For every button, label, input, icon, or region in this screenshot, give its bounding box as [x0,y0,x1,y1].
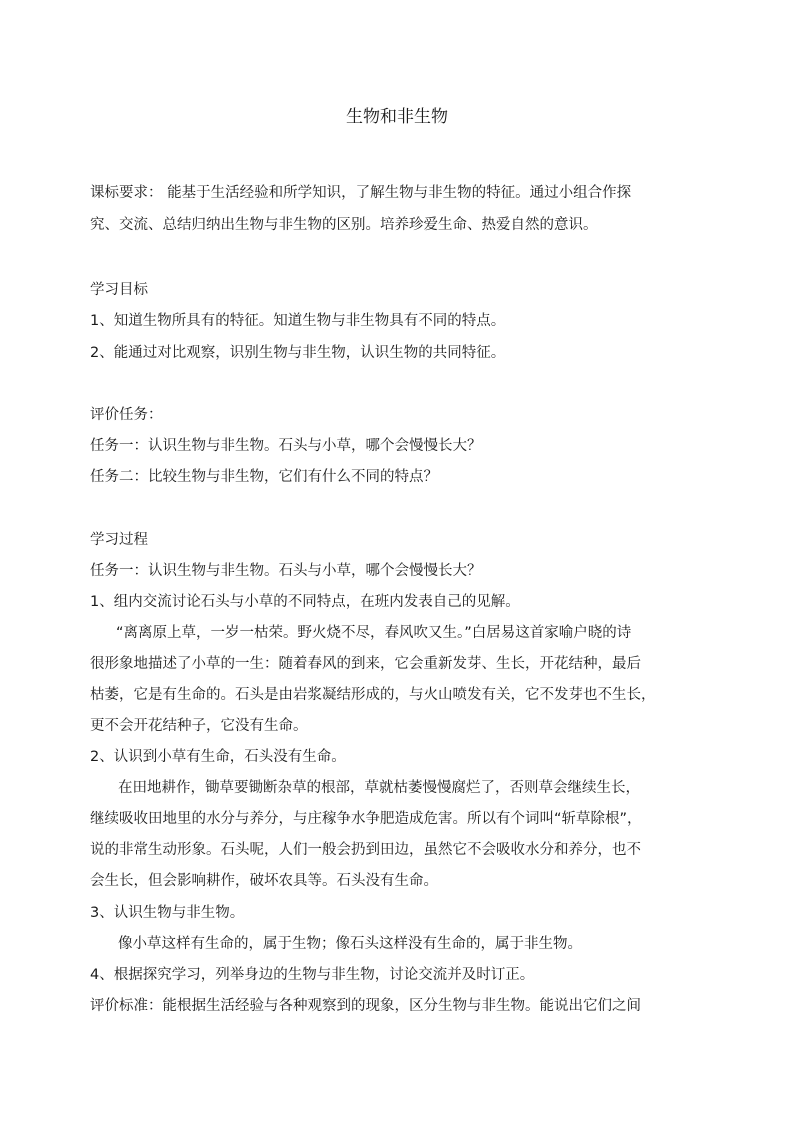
learning-goal-1: 1、知道生物所具有的特征。知道生物与非生物具有不同的特点。 [90,313,506,329]
document-title: 生物和非生物 [346,107,448,127]
process-task-1: 任务一：认识生物与非生物。石头与小草，哪个会慢慢长大？ [90,563,482,579]
paragraph-1-line-3: 枯萎，它是有生命的。石头是由岩浆凝结形成的，与火山喷发有关，它不发芽也不生长， [90,687,656,703]
learning-goal-2: 2、能通过对比观察，识别生物与非生物，认识生物的共同特征。 [90,345,506,361]
paragraph-1-line-2: 很形象地描述了小草的一生：随着春风的到来，它会重新发芽、生长，开花结种，最后 [90,656,641,672]
step-1: 1、组内交流讨论石头与小草的不同特点，在班内发表自己的见解。 [90,594,520,610]
paragraph-2-line-3: 说的非常生动形象。石头呢，人们一般会扔到田边，虽然它不会吸收水分和养分，也不 [90,842,641,858]
paragraph-2-line-4: 会生长，但会影响耕作，破坏农具等。石头没有生命。 [90,873,438,889]
paragraph-3-line-1: 像小草这样有生命的，属于生物；像石头这样没有生命的，属于非生物。 [118,936,582,952]
learning-goals-heading: 学习目标 [90,282,148,298]
evaluation-criteria-line-1: 评价标准：能根据生活经验与各种观察到的现象，区分生物与非生物。能说出它们之间 [90,998,641,1014]
paragraph-2-line-1: 在田地耕作，锄草要锄断杂草的根部，草就枯萎慢慢腐烂了，否则草会继续生长， [118,780,640,796]
evaluation-tasks-heading: 评价任务： [90,407,163,423]
curriculum-requirement-line-2: 究、交流、总结归纳出生物与非生物的区别。培养珍爱生命、热爱自然的意识。 [90,217,598,233]
step-4: 4、根据探究学习，列举身边的生物与非生物，讨论交流并及时订正。 [90,967,535,983]
paragraph-1-line-4: 更不会开花结种子，它没有生命。 [90,718,308,734]
evaluation-task-2: 任务二：比较生物与非生物，它们有什么不同的特点？ [90,469,438,485]
paragraph-2-line-2: 继续吸收田地里的水分与养分，与庄稼争水争肥造成危害。所以有个词叫“斩草除根”， [90,811,642,827]
step-3: 3、认识生物与非生物。 [90,905,245,921]
curriculum-requirement-line-1: 课标要求： 能基于生活经验和所学知识，了解生物与非生物的特征。通过小组合作探 [90,185,632,201]
learning-process-heading: 学习过程 [90,532,148,548]
evaluation-task-1: 任务一：认识生物与非生物。石头与小草，哪个会慢慢长大？ [90,438,482,454]
paragraph-1-line-1: “离离原上草，一岁一枯荣。野火烧不尽，春风吹又生。”白居易这首家喻户晓的诗 [116,625,632,641]
step-2: 2、认识到小草有生命，石头没有生命。 [90,749,346,765]
